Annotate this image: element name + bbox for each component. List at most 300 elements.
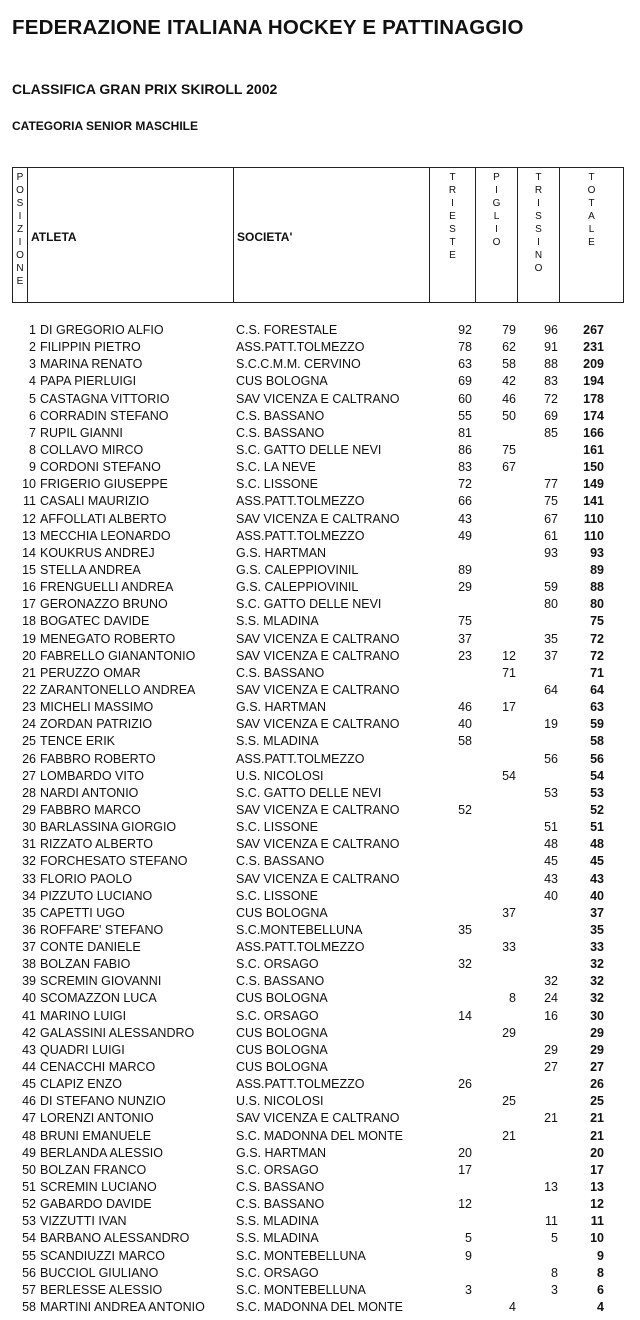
club-name: S.C. MONTEBELLUNA bbox=[236, 1282, 366, 1297]
header-letter: A bbox=[588, 211, 595, 222]
score-trissino: 69 bbox=[544, 408, 558, 423]
club-name: S.C. GATTO DELLE NEVI bbox=[236, 442, 382, 457]
position: 53 bbox=[22, 1214, 36, 1229]
athlete-name: BERLESSE ALESSIO bbox=[40, 1282, 163, 1297]
score-trissino: 8 bbox=[551, 1265, 558, 1280]
table-row bbox=[0, 579, 640, 596]
position: 55 bbox=[22, 1248, 36, 1263]
score-total: 43 bbox=[590, 871, 604, 886]
athlete-name: AFFOLLATI ALBERTO bbox=[40, 511, 167, 526]
score-piglio: 54 bbox=[502, 768, 516, 783]
score-total: 21 bbox=[590, 1128, 604, 1143]
score-trissino: 51 bbox=[544, 820, 558, 835]
score-total: 48 bbox=[590, 837, 604, 852]
athlete-name: CLAPIZ ENZO bbox=[40, 1077, 122, 1092]
position: 26 bbox=[22, 751, 36, 766]
club-name: SAV VICENZA E CALTRANO bbox=[236, 391, 400, 406]
club-name: SAV VICENZA E CALTRANO bbox=[236, 648, 400, 663]
score-total: 89 bbox=[590, 562, 604, 577]
header-letter: R bbox=[448, 185, 457, 196]
score-trissino: 96 bbox=[544, 323, 558, 337]
header-letter: G bbox=[492, 198, 501, 209]
score-total: 150 bbox=[583, 460, 604, 475]
club-name: S.C. ORSAGO bbox=[236, 1265, 319, 1280]
score-piglio: 33 bbox=[502, 940, 516, 955]
score-trieste: 83 bbox=[458, 460, 472, 475]
table-row bbox=[0, 1025, 640, 1042]
athlete-name: QUADRI LUIGI bbox=[40, 1042, 125, 1057]
header-letter: S bbox=[16, 198, 24, 209]
score-total: 17 bbox=[590, 1162, 604, 1177]
athlete-name: PAPA PIERLUIGI bbox=[40, 374, 137, 389]
score-trieste: 75 bbox=[458, 614, 472, 629]
position: 27 bbox=[22, 768, 36, 783]
header-letter: S bbox=[535, 224, 542, 235]
club-name: C.S. BASSANO bbox=[236, 854, 325, 869]
score-total: 32 bbox=[590, 957, 604, 972]
athlete-name: LOMBARDO VITO bbox=[40, 768, 144, 783]
club-name: C.S. FORESTALE bbox=[236, 323, 338, 337]
score-piglio: 67 bbox=[502, 460, 516, 475]
score-trissino: 3 bbox=[551, 1282, 558, 1297]
score-trieste: 89 bbox=[458, 562, 472, 577]
club-name: S.C. ORSAGO bbox=[236, 1008, 319, 1023]
athlete-name: MECCHIA LEONARDO bbox=[40, 528, 171, 543]
athlete-name: GABARDO DAVIDE bbox=[40, 1197, 152, 1212]
score-trissino: 64 bbox=[544, 682, 558, 697]
document-title: FEDERAZIONE ITALIANA HOCKEY E PATTINAGGIO bbox=[12, 16, 524, 39]
position: 13 bbox=[22, 528, 36, 543]
club-name: S.C. LA NEVE bbox=[236, 460, 316, 475]
score-trissino: 93 bbox=[544, 545, 558, 560]
club-name: C.S. BASSANO bbox=[236, 425, 325, 440]
club-name: S.C. GATTO DELLE NEVI bbox=[236, 597, 382, 612]
score-piglio: 25 bbox=[502, 1094, 516, 1109]
score-trissino: 27 bbox=[544, 1060, 558, 1075]
score-piglio: 79 bbox=[502, 323, 516, 337]
score-trieste: 60 bbox=[458, 391, 472, 406]
table-row bbox=[0, 596, 640, 613]
athlete-name: CENACCHI MARCO bbox=[40, 1060, 156, 1075]
position: 47 bbox=[22, 1111, 36, 1126]
table-row bbox=[0, 356, 640, 373]
club-name: CUS BOLOGNA bbox=[236, 1042, 328, 1057]
score-piglio: 75 bbox=[502, 442, 516, 457]
table-row bbox=[0, 562, 640, 579]
score-total: 32 bbox=[590, 974, 604, 989]
score-total: 52 bbox=[590, 802, 604, 817]
table-row bbox=[0, 1128, 640, 1145]
score-piglio: 8 bbox=[509, 991, 516, 1006]
table-row bbox=[0, 391, 640, 408]
header-letter: O bbox=[534, 263, 543, 274]
athlete-name: FORCHESATO STEFANO bbox=[40, 854, 188, 869]
score-piglio: 46 bbox=[502, 391, 516, 406]
score-trieste: 43 bbox=[458, 511, 472, 526]
position: 42 bbox=[22, 1025, 36, 1040]
score-trissino: 21 bbox=[544, 1111, 558, 1126]
table-row bbox=[0, 1076, 640, 1093]
score-trieste: 23 bbox=[458, 648, 472, 663]
athlete-name: MENEGATO ROBERTO bbox=[40, 631, 176, 646]
club-name: S.C. MADONNA DEL MONTE bbox=[236, 1300, 403, 1315]
header-letter: I bbox=[451, 198, 454, 209]
header-letter: N bbox=[16, 263, 24, 274]
score-trissino: 11 bbox=[545, 1214, 558, 1229]
score-trissino: 37 bbox=[544, 648, 558, 663]
table-row bbox=[0, 1093, 640, 1110]
score-total: 166 bbox=[583, 425, 604, 440]
athlete-name: KOUKRUS ANDREJ bbox=[40, 545, 155, 560]
athlete-name: ZORDAN PATRIZIO bbox=[40, 717, 153, 732]
score-piglio: 50 bbox=[502, 408, 516, 423]
table-row bbox=[0, 716, 640, 733]
position: 37 bbox=[22, 940, 36, 955]
table-row bbox=[0, 1282, 640, 1299]
score-trissino: 88 bbox=[544, 357, 558, 372]
score-trieste: 55 bbox=[458, 408, 472, 423]
athlete-name: BARBANO ALESSANDRO bbox=[40, 1231, 190, 1246]
table-row bbox=[0, 922, 640, 939]
score-trissino: 91 bbox=[544, 340, 558, 355]
athlete-name: NARDI ANTONIO bbox=[40, 785, 139, 800]
club-name: ASS.PATT.TOLMEZZO bbox=[236, 528, 365, 543]
club-name: S.S. MLADINA bbox=[236, 734, 319, 749]
table-row bbox=[0, 853, 640, 870]
position: 39 bbox=[22, 974, 36, 989]
score-total: 161 bbox=[583, 442, 604, 457]
club-name: CUS BOLOGNA bbox=[236, 1060, 328, 1075]
position: 21 bbox=[22, 665, 36, 680]
score-total: 21 bbox=[590, 1111, 604, 1126]
club-name: S.S. MLADINA bbox=[236, 1214, 319, 1229]
table-row bbox=[0, 751, 640, 768]
score-trissino: 83 bbox=[544, 374, 558, 389]
position: 7 bbox=[29, 425, 36, 440]
score-total: 4 bbox=[597, 1300, 604, 1315]
athlete-name: PERUZZO OMAR bbox=[40, 665, 141, 680]
position: 45 bbox=[22, 1077, 36, 1092]
score-trissino: 67 bbox=[544, 511, 558, 526]
score-total: 194 bbox=[583, 374, 604, 389]
table-row bbox=[0, 459, 640, 476]
table-row bbox=[0, 733, 640, 750]
position: 19 bbox=[22, 631, 36, 646]
score-trieste: 92 bbox=[458, 323, 472, 337]
score-total: 35 bbox=[590, 922, 604, 937]
athlete-name: CORRADIN STEFANO bbox=[40, 408, 169, 423]
position: 48 bbox=[22, 1128, 36, 1143]
position: 49 bbox=[22, 1145, 36, 1160]
score-total: 110 bbox=[583, 528, 604, 543]
position: 24 bbox=[22, 717, 36, 732]
club-name: SAV VICENZA E CALTRANO bbox=[236, 837, 400, 852]
score-total: 30 bbox=[590, 1008, 604, 1023]
athlete-name: BOLZAN FABIO bbox=[40, 957, 131, 972]
athlete-name: BERLANDA ALESSIO bbox=[40, 1145, 163, 1160]
position: 38 bbox=[22, 957, 36, 972]
table-row bbox=[0, 1179, 640, 1196]
club-name: G.S. CALEPPIOVINIL bbox=[236, 580, 359, 595]
score-total: 10 bbox=[590, 1231, 604, 1246]
score-total: 64 bbox=[590, 682, 604, 697]
score-trieste: 63 bbox=[458, 357, 472, 372]
score-trieste: 40 bbox=[458, 717, 472, 732]
position: 2 bbox=[29, 340, 36, 355]
score-trissino: 53 bbox=[544, 785, 558, 800]
score-total: 27 bbox=[590, 1060, 604, 1075]
score-trieste: 17 bbox=[458, 1162, 472, 1177]
table-row bbox=[0, 1059, 640, 1076]
score-trissino: 61 bbox=[544, 528, 558, 543]
athlete-name: RUPIL GIANNI bbox=[40, 425, 123, 440]
position: 1 bbox=[29, 323, 36, 337]
score-trissino: 40 bbox=[544, 888, 558, 903]
header-letter: E bbox=[16, 276, 24, 287]
table-row bbox=[0, 665, 640, 682]
athlete-name: CAPETTI UGO bbox=[40, 905, 125, 920]
score-total: 20 bbox=[590, 1145, 604, 1160]
position: 40 bbox=[22, 991, 36, 1006]
table-row bbox=[0, 888, 640, 905]
score-trieste: 58 bbox=[458, 734, 472, 749]
club-name: S.S. MLADINA bbox=[236, 614, 319, 629]
position: 9 bbox=[29, 460, 36, 475]
athlete-name: FRIGERIO GIUSEPPE bbox=[40, 477, 168, 492]
score-total: 37 bbox=[590, 905, 604, 920]
club-name: G.S. HARTMAN bbox=[236, 545, 327, 560]
score-piglio: 17 bbox=[502, 700, 516, 715]
table-row bbox=[0, 408, 640, 425]
header-letter: T bbox=[588, 198, 595, 209]
athlete-name: FABBRO MARCO bbox=[40, 802, 141, 817]
table-header bbox=[12, 167, 624, 303]
athlete-name: FABBRO ROBERTO bbox=[40, 751, 156, 766]
club-name: G.S. HARTMAN bbox=[236, 700, 327, 715]
score-trieste: 49 bbox=[458, 528, 472, 543]
score-trieste: 35 bbox=[458, 922, 472, 937]
club-name: S.C. LISSONE bbox=[236, 477, 318, 492]
table-row bbox=[0, 1008, 640, 1025]
table-row bbox=[0, 373, 640, 390]
header-letter: P bbox=[16, 172, 24, 183]
score-total: 8 bbox=[597, 1265, 604, 1280]
club-name: C.S. BASSANO bbox=[236, 408, 325, 423]
table-row bbox=[0, 425, 640, 442]
score-trissino: 85 bbox=[544, 425, 558, 440]
athlete-name: SCREMIN LUCIANO bbox=[40, 1180, 157, 1195]
club-name: S.C. LISSONE bbox=[236, 888, 318, 903]
header-letter: I bbox=[537, 237, 540, 248]
score-piglio: 71 bbox=[502, 665, 516, 680]
score-trieste: 69 bbox=[458, 374, 472, 389]
score-total: 6 bbox=[597, 1282, 604, 1297]
score-trieste: 5 bbox=[465, 1231, 472, 1246]
athlete-name: PIZZUTO LUCIANO bbox=[40, 888, 153, 903]
score-trissino: 24 bbox=[544, 991, 558, 1006]
table-row bbox=[0, 1299, 640, 1316]
header-letter: I bbox=[495, 224, 498, 235]
score-trissino: 19 bbox=[544, 717, 558, 732]
score-total: 40 bbox=[590, 888, 604, 903]
position: 32 bbox=[22, 854, 36, 869]
table-row bbox=[0, 802, 640, 819]
score-trissino: 75 bbox=[544, 494, 558, 509]
score-trissino: 43 bbox=[544, 871, 558, 886]
score-trieste: 46 bbox=[458, 700, 472, 715]
table-row bbox=[0, 1265, 640, 1282]
position: 54 bbox=[22, 1231, 36, 1246]
club-name: ASS.PATT.TOLMEZZO bbox=[236, 1077, 365, 1092]
ranking-table-body bbox=[0, 322, 640, 1316]
score-total: 174 bbox=[583, 408, 604, 423]
club-name: S.C. ORSAGO bbox=[236, 957, 319, 972]
table-row bbox=[0, 1230, 640, 1247]
position: 4 bbox=[29, 374, 36, 389]
table-row bbox=[0, 1145, 640, 1162]
score-trissino: 77 bbox=[544, 477, 558, 492]
athlete-name: ZARANTONELLO ANDREA bbox=[40, 682, 196, 697]
header-letter: I bbox=[495, 185, 498, 196]
position: 43 bbox=[22, 1042, 36, 1057]
header-letter: I bbox=[18, 237, 22, 248]
athlete-name: MICHELI MASSIMO bbox=[40, 700, 154, 715]
table-row bbox=[0, 493, 640, 510]
score-trieste: 26 bbox=[458, 1077, 472, 1092]
score-piglio: 21 bbox=[502, 1128, 516, 1143]
table-row bbox=[0, 476, 640, 493]
score-total: 51 bbox=[590, 820, 604, 835]
club-name: CUS BOLOGNA bbox=[236, 905, 328, 920]
score-piglio: 58 bbox=[502, 357, 516, 372]
header-letter: L bbox=[588, 224, 595, 235]
table-row bbox=[0, 1110, 640, 1127]
score-trieste: 9 bbox=[465, 1248, 472, 1263]
score-trieste: 14 bbox=[458, 1008, 472, 1023]
club-name: ASS.PATT.TOLMEZZO bbox=[236, 940, 365, 955]
score-total: 45 bbox=[590, 854, 604, 869]
athlete-name: LORENZI ANTONIO bbox=[40, 1111, 154, 1126]
score-total: 26 bbox=[590, 1077, 604, 1092]
athlete-name: BARLASSINA GIORGIO bbox=[40, 820, 177, 835]
athlete-name: MARINO LUIGI bbox=[40, 1008, 127, 1023]
score-total: 231 bbox=[583, 340, 604, 355]
club-name: CUS BOLOGNA bbox=[236, 1025, 328, 1040]
table-row bbox=[0, 682, 640, 699]
score-total: 33 bbox=[590, 940, 604, 955]
header-trieste bbox=[430, 167, 476, 303]
club-name: ASS.PATT.TOLMEZZO bbox=[236, 340, 365, 355]
club-name: U.S. NICOLOSI bbox=[236, 768, 324, 783]
table-row bbox=[0, 631, 640, 648]
table-row bbox=[0, 339, 640, 356]
club-name: ASS.PATT.TOLMEZZO bbox=[236, 751, 365, 766]
score-trieste: 66 bbox=[458, 494, 472, 509]
athlete-name: STELLA ANDREA bbox=[40, 562, 141, 577]
table-row bbox=[0, 1213, 640, 1230]
score-total: 178 bbox=[583, 391, 604, 406]
athlete-name: SCANDIUZZI MARCO bbox=[40, 1248, 165, 1263]
score-trieste: 86 bbox=[458, 442, 472, 457]
score-total: 29 bbox=[590, 1042, 604, 1057]
score-trissino: 32 bbox=[544, 974, 558, 989]
athlete-name: BOLZAN FRANCO bbox=[40, 1162, 147, 1177]
score-total: 209 bbox=[583, 357, 604, 372]
header-letter: N bbox=[534, 250, 543, 261]
score-trieste: 78 bbox=[458, 340, 472, 355]
position: 36 bbox=[22, 922, 36, 937]
score-trissino: 16 bbox=[544, 1008, 558, 1023]
athlete-name: CONTE DANIELE bbox=[40, 940, 141, 955]
score-trieste: 3 bbox=[465, 1282, 472, 1297]
club-name: U.S. NICOLOSI bbox=[236, 1094, 324, 1109]
club-name: S.S. MLADINA bbox=[236, 1231, 319, 1246]
table-row bbox=[0, 836, 640, 853]
score-total: 9 bbox=[597, 1248, 604, 1263]
position: 44 bbox=[22, 1060, 36, 1075]
score-total: 75 bbox=[590, 614, 604, 629]
athlete-name: FRENGUELLI ANDREA bbox=[40, 580, 174, 595]
score-piglio: 62 bbox=[502, 340, 516, 355]
athlete-name: CORDONI STEFANO bbox=[40, 460, 161, 475]
header-atleta: ATLETA bbox=[28, 167, 234, 303]
club-name: SAV VICENZA E CALTRANO bbox=[236, 717, 400, 732]
position: 8 bbox=[29, 442, 36, 457]
score-trieste: 32 bbox=[458, 957, 472, 972]
score-trieste: 52 bbox=[458, 802, 472, 817]
category-label: CATEGORIA SENIOR MASCHILE bbox=[12, 119, 199, 133]
score-trieste: 37 bbox=[458, 631, 472, 646]
header-letter: O bbox=[587, 185, 596, 196]
score-total: 56 bbox=[590, 751, 604, 766]
position: 33 bbox=[22, 871, 36, 886]
club-name: S.C. MADONNA DEL MONTE bbox=[236, 1128, 403, 1143]
athlete-name: FILIPPIN PIETRO bbox=[40, 340, 141, 355]
score-trieste: 81 bbox=[458, 425, 472, 440]
header-posizione bbox=[12, 167, 28, 303]
table-row bbox=[0, 648, 640, 665]
score-total: 71 bbox=[590, 665, 604, 680]
position: 10 bbox=[22, 477, 36, 492]
table-row bbox=[0, 545, 640, 562]
score-total: 72 bbox=[590, 631, 604, 646]
score-trissino: 59 bbox=[544, 580, 558, 595]
table-row bbox=[0, 1162, 640, 1179]
table-row bbox=[0, 973, 640, 990]
header-letter: T bbox=[449, 237, 456, 248]
position: 23 bbox=[22, 700, 36, 715]
club-name: CUS BOLOGNA bbox=[236, 374, 328, 389]
score-total: 13 bbox=[590, 1180, 604, 1195]
header-letter: T bbox=[449, 172, 456, 183]
header-letter: T bbox=[588, 172, 595, 183]
score-trieste: 20 bbox=[458, 1145, 472, 1160]
header-letter: O bbox=[16, 185, 24, 196]
club-name: SAV VICENZA E CALTRANO bbox=[236, 1111, 400, 1126]
header-letter: I bbox=[18, 211, 22, 222]
score-total: 54 bbox=[590, 768, 604, 783]
score-total: 141 bbox=[583, 494, 604, 509]
score-piglio: 37 bbox=[502, 905, 516, 920]
table-row bbox=[0, 1248, 640, 1265]
position: 51 bbox=[22, 1180, 36, 1195]
club-name: C.S. BASSANO bbox=[236, 1180, 325, 1195]
club-name: G.S. HARTMAN bbox=[236, 1145, 327, 1160]
score-total: 80 bbox=[590, 597, 604, 612]
athlete-name: BUCCIOL GIULIANO bbox=[40, 1265, 159, 1280]
position: 31 bbox=[22, 837, 36, 852]
header-letter: S bbox=[535, 211, 542, 222]
